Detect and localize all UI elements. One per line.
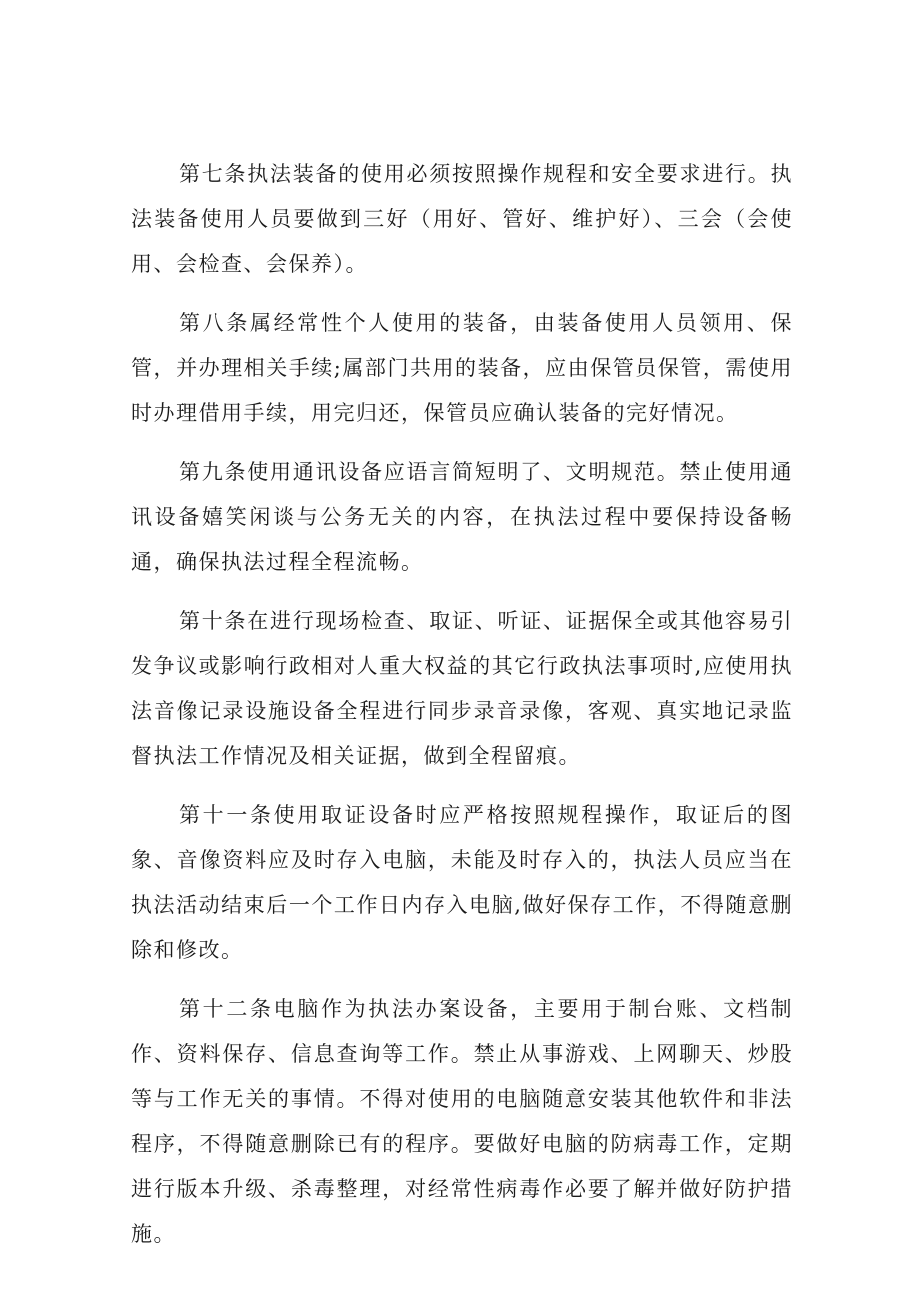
article-8-paragraph: 第八条属经常性个人使用的装备，由装备使用人员领用、保管，并办理相关手续;属部门共用的装备，应由保管员保管，需使用时办理借用手续，用完归还，保管员应确认装备的完好情况。 xyxy=(131,311,793,425)
article-11-paragraph: 第十一条使用取证设备时应严格按照规程操作，取证后的图象、音像资料应及时存入电脑，未能及时存入的，执法人员应当在执法活动结束后一个工作日内存入电脑,做好保存工作，不得随意删除和修改。 xyxy=(131,803,793,962)
article-12-paragraph: 第十二条电脑作为执法办案设备，主要用于制台账、文档制作、资料保存、信息查询等工作。禁止从事游戏、上网聊天、炒股等与工作无关的事情。不得对使用的电脑随意安装其他软件和非法程序，不得随意删除已有的程序。要做好电脑的防病毒工作，定期进行版本升级、杀毒整理，对经常性病毒作必要了解并做好防护措施。 xyxy=(131,997,793,1246)
article-10-paragraph: 第十条在进行现场检查、取证、听证、证据保全或其他容易引发争议或影响行政相对人重大权益的其它行政执法事项时,应使用执法音像记录设施设备全程进行同步录音录像，客观、真实地记录监督执法工作情况及相关证据，做到全程留痕。 xyxy=(131,609,793,768)
article-9-paragraph: 第九条使用通讯设备应语言简短明了、文明规范。禁止使用通讯设备嬉笑闲谈与公务无关的内容，在执法过程中要保持设备畅通，确保执法过程全程流畅。 xyxy=(131,460,793,574)
article-7-paragraph: 第七条执法装备的使用必须按照操作规程和安全要求进行。执法装备使用人员要做到三好（用好、管好、维护好）、三会（会使用、会检查、会保养）。 xyxy=(131,162,793,276)
document-body xyxy=(131,152,793,1271)
